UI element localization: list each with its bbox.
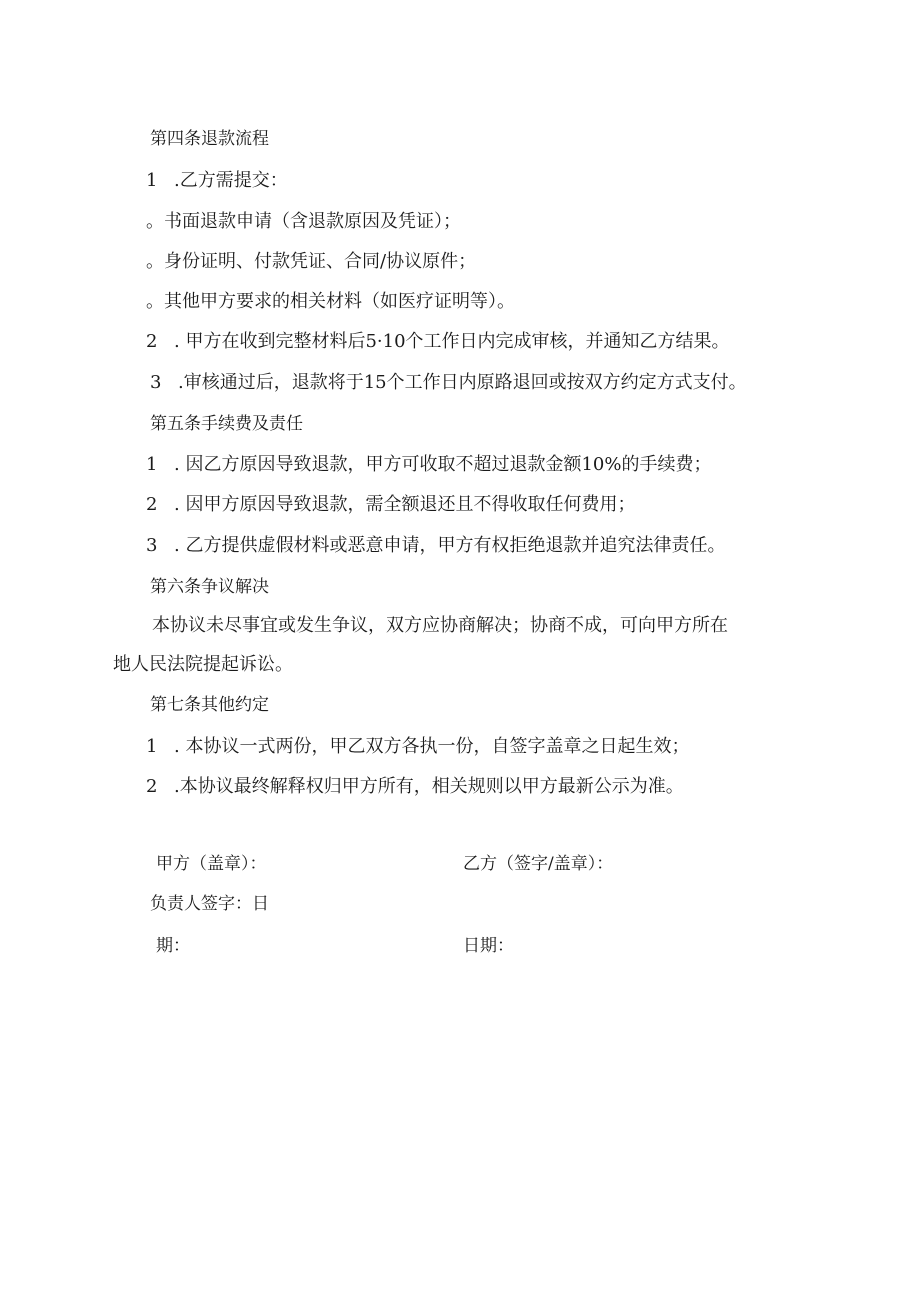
item-number: 2: [146, 331, 158, 352]
article-4-item-1: [146, 169, 288, 193]
item-text: . 甲方在收到完整材料后5·10个工作日内完成审核，并通知乙方结果。: [174, 331, 730, 352]
item-text: . 因乙方原因导致退款，甲方可收取不超过退款金额10%的手续费；: [174, 454, 712, 475]
article-6-paragraph-line-1: 本协议未尽事宜或发生争议，双方应协商解决；协商不成，可向甲方所在: [152, 615, 728, 636]
article-4-item-2: [146, 330, 730, 354]
article-5-title: 第五条手续费及责任: [150, 414, 303, 434]
article-6-paragraph-line-2: 地人民法院提起诉讼。: [113, 654, 293, 675]
article-4-bullet-3: 。其他甲方要求的相关材料（如医疗证明等）。: [146, 291, 515, 312]
article-7-item-1: [146, 735, 689, 759]
party-a-date-label: 期：: [156, 936, 190, 956]
item-text: . 本协议一式两份，甲乙双方各执一份，自签字盖章之日起生效；: [174, 736, 690, 757]
item-text: . 乙方提供虚假材料或恶意申请，甲方有权拒绝退款并追究法律责任。: [174, 535, 726, 556]
article-6-title: 第六条争议解决: [150, 577, 269, 597]
party-b-date-label: 日期：: [463, 936, 514, 956]
principal-signature-label: 负责人签字：日: [150, 894, 269, 914]
party-b-sign-label: 乙方（签字/盖章）：: [463, 854, 614, 874]
item-number: 1: [146, 170, 158, 191]
party-a-seal-label: 甲方（盖章）：: [156, 854, 267, 874]
item-text: .乙方需提交：: [174, 170, 288, 191]
article-5-item-2: [146, 493, 635, 517]
article-4-bullet-1: 。书面退款申请（含退款原因及凭证）；: [146, 211, 461, 232]
article-4-item-3: [150, 371, 747, 395]
item-number: 3: [146, 535, 158, 556]
item-number: 2: [146, 776, 158, 797]
article-7-title: 第七条其他约定: [150, 695, 269, 715]
item-text: . 因甲方原因导致退款，需全额退还且不得收取任何费用；: [174, 494, 636, 515]
item-number: 3: [150, 372, 162, 393]
article-4-bullet-2: 。身份证明、付款凭证、合同/协议原件；: [146, 251, 477, 272]
item-number: 1: [146, 454, 158, 475]
item-text: .审核通过后，退款将于15个工作日内原路退回或按双方约定方式支付。: [178, 372, 747, 393]
item-number: 2: [146, 494, 158, 515]
article-4-title: 第四条退款流程: [150, 129, 269, 149]
article-7-item-2: [146, 775, 684, 799]
item-number: 1: [146, 736, 158, 757]
item-text: .本协议最终解释权归甲方所有，相关规则以甲方最新公示为准。: [174, 776, 684, 797]
article-5-item-1: [146, 453, 711, 477]
article-5-item-3: [146, 534, 725, 558]
